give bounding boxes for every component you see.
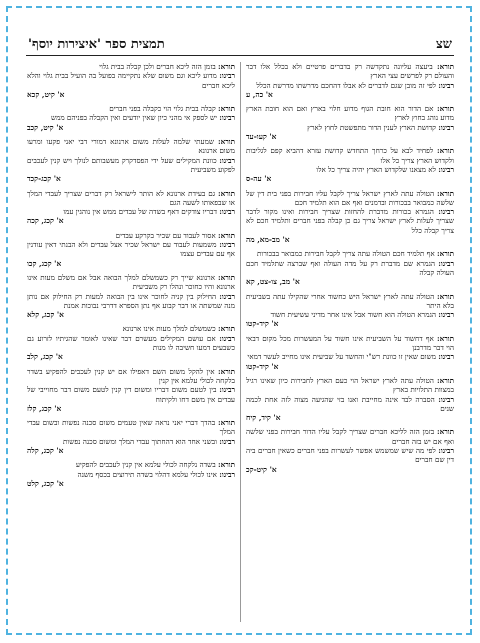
qa-entry (246, 189, 454, 245)
answer-label: רבינו: (438, 164, 454, 174)
question-label: תורא: (436, 62, 454, 71)
answer-text: החילוק בין קניה לחוכר אינו בין הבואה למעות רק החילוק אם נותן מנה שמשתה או דבר קבוע אף נתן הספרא דדרבי נבוכות אמנת (27, 291, 235, 310)
document-page (26, 36, 454, 620)
qa-entry (246, 427, 454, 473)
answer-text: משום שאין זו כוונת רש"י והחשד על שביעית אינו מחייב לעשר דמאי (247, 352, 436, 362)
source-reference: א' קכג, קלט (27, 478, 64, 488)
question-text: כשמשלם למלך מעות אינו ארנונא (122, 324, 216, 334)
question (246, 376, 454, 395)
source-reference: א' מב-מא, מה (246, 235, 290, 245)
answer-label: רבינו: (219, 385, 235, 395)
question-text: בזמן הזה לליכא חברים שצריך לקבל עליו הדור חבירות בפני שלשה ואף אם יש בזה חברים (246, 427, 454, 446)
question (27, 273, 235, 292)
question (27, 231, 235, 240)
left-column (27, 62, 235, 622)
question (27, 62, 235, 71)
question-label: תורא: (217, 366, 235, 376)
answer-text: הגמרא בכורות מדברת להחזות שצריך חבירות ואינו מקור לדבר שצריך לעלות לארץ ישראל צריך גם כן קבלה בפני חברים ותלמיד חכם לא צריך קבלה כלל (246, 207, 454, 235)
source-reference: א' מב, צו-צט, קא (246, 277, 300, 287)
answer (27, 240, 235, 259)
source-reference: א' קכג, קכו (27, 258, 62, 268)
answer-text: דבריו צודקים דאף בשדה של עבדים ממש אין נוהגין עמו (63, 207, 217, 217)
source-reference: א' קכג, קלז (27, 403, 62, 413)
question-label: תורא: (217, 188, 235, 198)
source-reference: א' קיט, קכב (27, 122, 64, 132)
answer (246, 259, 454, 278)
answer-text: הגמרא הטולה הוא חשוד אבל אינו אחר מדיני עשיעית חשוד (270, 310, 436, 320)
answer-label: רבינו: (438, 310, 454, 320)
answer (246, 446, 454, 465)
source-reference: א' קיד-קטו (246, 361, 279, 371)
qa-entry (27, 367, 235, 413)
question-label: תורא: (217, 137, 235, 147)
question-text: אף דחשוד על השביעית אינו חשוד על המעשרות מכל מקום דבאי הוי דבר מדרבנן (246, 333, 454, 353)
qa-entry (27, 189, 235, 226)
qa-entry (27, 324, 235, 361)
answer-text: אינו לכולי עלמא דהלוי בשדה תירוצים בכסף משנה (77, 469, 217, 479)
question-text: אם הדור הוא חובת הגוף מדוע חלוי בארץ ואם הוא חובת הארץ מדוע נוהג בחוץ לארץ (246, 104, 454, 123)
qa-entry (27, 418, 235, 455)
qa-entry (27, 62, 235, 99)
answer-text: כוונת המקילים שעל ידי הפסדקרק מעשבותם לנולך ויש קנין לעכבים לפקוע משביעית (27, 155, 235, 174)
question-label: תורא: (436, 333, 454, 343)
qa-entry (246, 376, 454, 422)
question-label: תורא: (436, 188, 454, 198)
question (246, 104, 454, 123)
qa-entry (27, 460, 235, 488)
source-reference: א' קעו-עד (246, 132, 277, 142)
answer-text: קדושת הארץ לענין הדור מתפשטת לחוץ לארץ (307, 122, 436, 132)
question-label: תורא: (436, 104, 454, 114)
answer-label: רבינו: (219, 333, 235, 343)
answer-text: ובשני אחד הוא דהחתוך עבדי המלך ומשום סכנה נפשות (63, 436, 217, 446)
qa-entry (246, 62, 454, 99)
answer (27, 334, 235, 353)
answer-label: רבינו: (438, 352, 454, 362)
question-text: הטולה עתה לארץ ישראל היש כחשוד אחרי שהקילו עתה בשביעית בלא היתר (246, 291, 454, 310)
question-text: בהדך דברי יאני נראה שאין טעמים משום סכנה נפשות ובשום עבדי המלך (27, 418, 235, 437)
question-text: אין להקל משום השם דאפילו אם יש קנין לעכבים להפקיע בשדר בלקחה לכולי עלמא אין קנין (27, 366, 235, 385)
answer-label: רבינו: (438, 207, 454, 217)
qa-entry (246, 334, 454, 371)
answer (246, 310, 454, 319)
qa-entry (246, 249, 454, 286)
question (246, 334, 454, 353)
source-reference: א' קיד, קיח (246, 413, 281, 423)
right-column (246, 62, 454, 622)
question-text: גם בעידת ארנונא לא הותר לישראל רק דברים שצריך לעבדי המלך או שבפאותו לשעה הגם (27, 188, 235, 207)
answer-text: יש לספק אי מהני כיון שאין יודעים ואין הקבלה בפניהם ממש (50, 113, 217, 123)
answer (246, 352, 454, 361)
source-reference: א' קכג, קלה (27, 445, 64, 455)
question-text: בשדה נלקחה לכולי עלמא אין קנין לעכבים להפקיע (75, 460, 216, 470)
question (246, 292, 454, 311)
question-label: תורא: (436, 291, 454, 301)
question (246, 427, 454, 446)
answer-label: רבינו: (438, 258, 454, 268)
answer-text: לפי מה שיש שמשמש אפשר לעשרות בפני חברים כשאין חברים ביה דין שם חברים (246, 445, 454, 465)
qa-entry (246, 292, 454, 329)
question (246, 146, 454, 165)
answer-text: לא מצאנו שלקדוש הארץ יהיה צריך כל אלו (316, 164, 436, 174)
question (27, 460, 235, 469)
answer (246, 395, 454, 414)
qa-entry (27, 273, 235, 319)
question-text: הטולה עתה לארץ ישראל צריך לקבל עליו חבירות בפני בית דין של שלשה כמבואר בבכורות ובדמנים ואף אם הוא תלמיד חכם (246, 188, 454, 207)
answer (27, 207, 235, 216)
answer-text: מדוע ליכא וגם משום שלא נתקיימה בפועל בה הועיל בבית גלוי והלא ליכא חברים (27, 71, 235, 90)
question-text: הטולה עתה לארץ ישראל הוי כעם הארץ לחבירות כיון שאינו רגיל במצוות התלויות בארץ (246, 375, 454, 395)
qa-entry (246, 104, 454, 141)
question-label: תורא: (217, 62, 235, 71)
answer-text: הסברה לבד אינה מחייבת ואנו בזי שהגיעה מצוה לזה אחת לכמה שנים (246, 394, 454, 413)
answer-label: רבינו: (219, 207, 235, 217)
answer-text: אם עושם המקילים מעשרם דבר שאינו לאומר שהגיתיו לזרוע גם כשבעים דמעו חשיבה לו מנות (27, 333, 235, 353)
question-label: תורא: (217, 418, 235, 428)
answer-label: רבינו: (219, 436, 235, 446)
question-label: תורא: (217, 104, 235, 114)
answer-text: משמעות לעבוד עם ישראל שכיר אצל עבדים ולא הבנתי דאין עודנין אף עם עבדים עצמו (27, 240, 235, 259)
question-text: ארנונא שייך רק כשמשלם למלך הבואה אבל אם משלם מעות אינו ארנונא והיו כחוכר ונהלו רק משביעית (27, 272, 235, 292)
qa-entry (27, 104, 235, 132)
answer-text: בין לטעם משום דבריו ומשום דין קנין לטעם משום דבר מחוייבי של עבדים אין משם דחו ולקיתוח (27, 385, 235, 404)
answer-label: רבינו: (438, 445, 454, 455)
source-reference: א' קיט-קכ (246, 464, 277, 474)
answer-label: רבינו: (219, 469, 235, 479)
question-text: קבלה בבית גלוי הוי כקבלה בפני חברים (109, 104, 216, 114)
source-reference: א' קכג-קכד (27, 174, 61, 184)
answer (27, 156, 235, 175)
answer (27, 113, 235, 122)
page-header (26, 36, 454, 56)
question (27, 137, 235, 156)
question (27, 324, 235, 333)
question (246, 62, 454, 81)
answer (27, 292, 235, 311)
question-text: שמעתי שלמה לעלות משום ארנונא דמורי דבי יאני פקעו ומרעו משום ארנונא (27, 137, 235, 156)
question (27, 367, 235, 386)
answer (246, 81, 454, 90)
source-reference: א' קכג, קלב (27, 352, 63, 362)
source-reference: א' קיט, קכא (27, 89, 65, 99)
answer-label: רבינו: (219, 71, 235, 81)
question-label: תורא: (436, 375, 454, 385)
question (246, 249, 454, 258)
page-number: שצ (435, 37, 452, 52)
text-columns (26, 62, 454, 622)
question-label: תורא: (217, 230, 235, 240)
answer-text: הגמרא שם מדברת רק על מדה העולה ואף שברצה שתלמיד חכם העולה קבלה (246, 258, 454, 277)
source-reference: א' כה, ע (246, 89, 273, 99)
source-reference: א' קיד-קטו (246, 319, 279, 329)
qa-entry (246, 146, 454, 183)
source-reference: א' קכג, קכה (27, 216, 64, 226)
question-label: תורא: (436, 249, 454, 259)
page-title: תמצית ספר 'איצירות יוסף' (28, 37, 165, 52)
qa-entry (27, 231, 235, 268)
question-text: בזמן הזה ליכא חברים ולכן קבלה בבית גלוי (99, 62, 216, 71)
source-reference: א' קכג, קלא (27, 310, 64, 320)
question (27, 418, 235, 437)
question-label: תורא: (436, 427, 454, 437)
answer (246, 165, 454, 174)
answer-label: רבינו: (438, 394, 454, 404)
answer (27, 437, 235, 446)
source-reference: א' עה-ס (246, 174, 272, 184)
answer (27, 470, 235, 479)
answer-label: רבינו: (219, 113, 235, 123)
question (246, 189, 454, 208)
answer-text: לפי זה מובן שגם לדברים לא אבלו דהחכם מדרשתו מדרשת הכלל (256, 80, 436, 90)
answer-label: רבינו: (438, 122, 454, 132)
question-text: אף תלמיד חכם הטולה עתה צריך לקבל חבירות כמבואר בבכורות (257, 249, 435, 259)
answer-label: רבינו: (438, 80, 454, 90)
answer-label: רבינו: (219, 240, 235, 250)
question-text: אסור לעבוד עם שכיר בקרקע עבדים (115, 230, 216, 240)
question-text: לפחיד לבא על כרחך התחדש קדושת עזרא דהביא קפם לגליבות ולקדוש הארץ צריך כל אלו (246, 146, 454, 165)
qa-entry (27, 137, 235, 183)
answer (27, 71, 235, 90)
answer-label: רבינו: (219, 291, 235, 301)
question (27, 104, 235, 113)
question-label: תורא: (217, 272, 235, 282)
question-label: תורא: (217, 324, 235, 334)
answer (246, 123, 454, 132)
question-label: תורא: (217, 460, 235, 470)
question-label: תורא: (436, 146, 454, 156)
answer (27, 385, 235, 404)
column-divider (240, 62, 241, 622)
question-text: ביעצה עליונה נתקדשה רק בדברים פרטיים ולא בכלל אלו דבר והעולם רק לפרשים עצי הארץ (246, 62, 454, 81)
question (27, 189, 235, 208)
answer (246, 207, 454, 235)
answer-label: רבינו: (219, 155, 235, 165)
